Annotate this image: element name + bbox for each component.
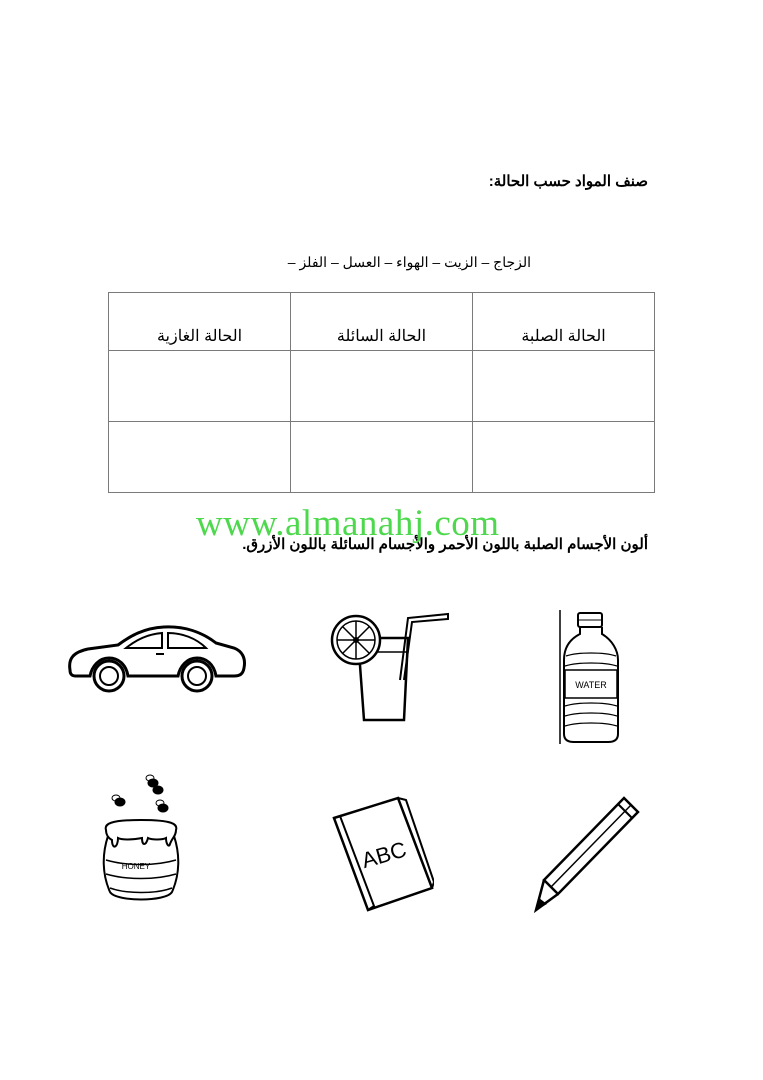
question-2-title: ألون الأجسام الصلبة باللون الأحمر والأجسام السائلة باللون الأزرق. [242,536,648,553]
header-gas: الحالة الغازية [109,293,291,351]
cell-liquid-1[interactable] [291,351,473,422]
honey-label: HONEY [121,862,151,871]
book-picture[interactable] [330,794,434,916]
juice-glass-icon [330,610,452,726]
word-bank: الزجاج – الزيت – الهواء – العسل – الفلز – [287,254,531,270]
cell-solid-2[interactable] [473,422,655,493]
water-bottle-picture[interactable] [556,610,626,746]
juice-glass-picture[interactable] [330,610,452,726]
cell-solid-1[interactable] [473,351,655,422]
bottle-label: WATER [575,680,607,690]
header-liquid: الحالة السائلة [291,293,473,351]
car-icon [64,618,248,694]
cell-gas-1[interactable] [109,351,291,422]
pencil-picture[interactable] [532,794,642,914]
car-picture[interactable] [64,618,248,694]
book-label: ABC [358,836,410,874]
book-icon [330,794,434,916]
classification-table [108,292,655,493]
water-bottle-icon [556,610,626,746]
watermark: www.almanahj.com [196,503,500,544]
pencil-icon [532,794,642,914]
honey-pot-picture[interactable] [96,774,186,906]
question-1-title: صنف المواد حسب الحالة: [488,173,648,190]
honey-pot-icon [96,774,186,906]
cell-liquid-2[interactable] [291,422,473,493]
cell-gas-2[interactable] [109,422,291,493]
header-solid: الحالة الصلبة [473,293,655,351]
